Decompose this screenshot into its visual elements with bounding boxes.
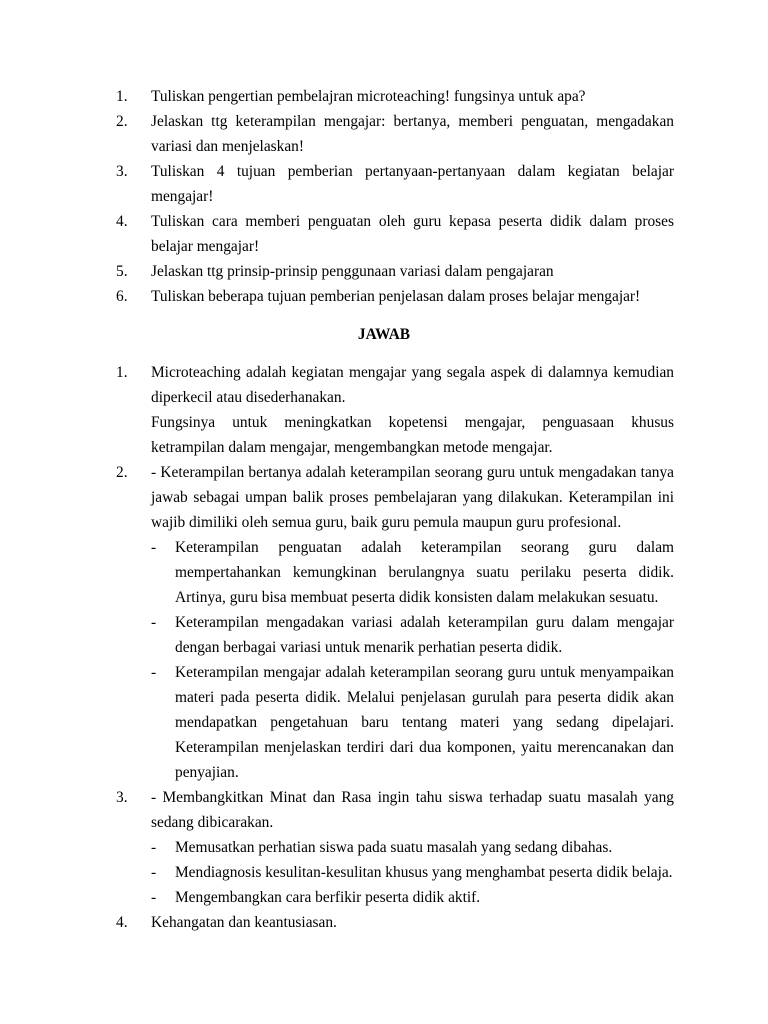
answer-text [151,910,674,935]
question-text [151,159,674,209]
question-text [151,209,674,259]
bullet-line: Keterampilan mengadakan variasi adalah keterampilan guru dalam mengajar [175,614,674,631]
answer-number: 4. [116,914,128,931]
bullet-line: Keterampilan penguatan adalah keterampilan seorang guru dalam [175,539,674,556]
answer-line: - Membangkitkan Minat dan Rasa ingin tahu siswa terhadap suatu masalah yang [151,789,674,806]
bullet-item [151,860,674,885]
question-line: Tuliskan 4 tujuan pemberian pertanyaan-pertanyaan dalam kegiatan belajar [151,163,674,180]
answer-item [116,460,674,785]
question-item [116,84,674,109]
answer-line: wajib dimiliki oleh semua guru, baik guru pemula maupun guru profesional. [151,514,622,531]
answer-line: Kehangatan dan keantusiasan. [151,914,337,931]
bullet-item [151,885,674,910]
question-line: belajar mengajar! [151,238,260,255]
bullet-item [151,835,674,860]
question-text [151,259,674,284]
bullet-line: mendapatkan pengetahuan baru tentang materi yang sedang dipelajari. [175,714,674,731]
question-line: Jelaskan ttg keterampilan mengajar: bertanya, memberi penguatan, mengadakan [151,113,674,130]
question-number: 5. [116,263,128,280]
answer-text [151,360,674,460]
bullet-text [175,535,674,610]
answer-item [116,910,674,935]
answer-text [151,460,674,785]
bullet-line: Mendiagnosis kesulitan-kesulitan khusus yang menghambat peserta didik belaja. [175,864,673,881]
document-body [116,84,674,935]
question-item [116,109,674,159]
question-line: Jelaskan ttg prinsip-prinsip penggunaan variasi dalam pengajaran [151,263,554,280]
bullet-text [175,660,674,785]
answers-heading: JAWAB [357,326,411,343]
bullet-line: Keterampilan mengajar adalah keterampilan seorang guru untuk menyampaikan [175,664,674,681]
question-line: Tuliskan pengertian pembelajran microteaching! fungsinya untuk apa? [151,88,586,105]
questions-list [116,84,674,309]
bullet-line: Artinya, guru bisa membuat peserta didik konsisten dalam melakukan sesuatu. [175,589,659,606]
question-number: 4. [116,213,128,230]
bullet-line: penyajian. [175,764,239,781]
question-item [116,159,674,209]
bullet-line: Memusatkan perhatian siswa pada suatu masalah yang sedang dibahas. [175,839,613,856]
question-line: Tuliskan cara memberi penguatan oleh guru kepasa peserta didik dalam proses [151,213,674,230]
question-text [151,284,674,309]
answer-text [151,785,674,910]
question-number: 1. [116,88,128,105]
question-text [151,109,674,159]
question-text [151,84,674,109]
question-number: 2. [116,113,128,130]
question-item [116,284,674,309]
bullet-line: Mengembangkan cara berfikir peserta didik aktif. [175,889,481,906]
bullet-text [175,885,674,910]
answer-number: 2. [116,464,128,481]
answer-number: 3. [116,789,128,806]
bullet-marker: - [151,614,157,631]
answer-line: Fungsinya untuk meningkatkan kopetensi mengajar, penguasaan khusus [151,414,674,431]
bullet-item [151,610,674,660]
question-line: variasi dan menjelaskan! [151,138,304,155]
bullet-text [175,610,674,660]
question-line: mengajar! [151,188,214,205]
bullet-item [151,660,674,785]
answer-line: - Keterampilan bertanya adalah keterampilan seorang guru untuk mengadakan tanya [151,464,674,481]
bullet-marker: - [151,539,157,556]
bullet-text [175,860,674,885]
question-item [116,209,674,259]
bullet-line: dengan berbagai variasi untuk menarik perhatian peserta didik. [175,639,563,656]
question-item [116,259,674,284]
bullet-marker: - [151,864,157,881]
bullet-marker: - [151,889,157,906]
answer-number: 1. [116,364,128,381]
bullet-line: mempertahankan kemungkinan berulangnya suatu perilaku peserta didik. [175,564,674,581]
answer-line: diperkecil atau disederhanakan. [151,389,346,406]
answer-line: sedang dibicarakan. [151,814,274,831]
answer-line: jawab sebagai umpan balik proses pembelajaran yang dilakukan. Keterampilan ini [151,489,674,506]
bullet-marker: - [151,839,157,856]
bullet-line: materi pada peserta didik. Melalui penjelasan gurulah para peserta didik akan [175,689,674,706]
answer-line: ketrampilan dalam mengajar, mengembangkan metode mengajar. [151,439,553,456]
bullet-text [175,835,674,860]
answers-list [116,360,674,935]
question-number: 6. [116,288,128,305]
bullet-line: Keterampilan menjelaskan terdiri dari dua komponen, yaitu merencanakan dan [175,739,674,756]
question-number: 3. [116,163,128,180]
answer-line: Microteaching adalah kegiatan mengajar yang segala aspek di dalamnya kemudian [151,364,674,381]
bullet-marker: - [151,664,157,681]
answer-item [116,785,674,910]
question-line: Tuliskan beberapa tujuan pemberian penjelasan dalam proses belajar mengajar! [151,288,641,305]
bullet-item [151,535,674,610]
answer-item [116,360,674,460]
